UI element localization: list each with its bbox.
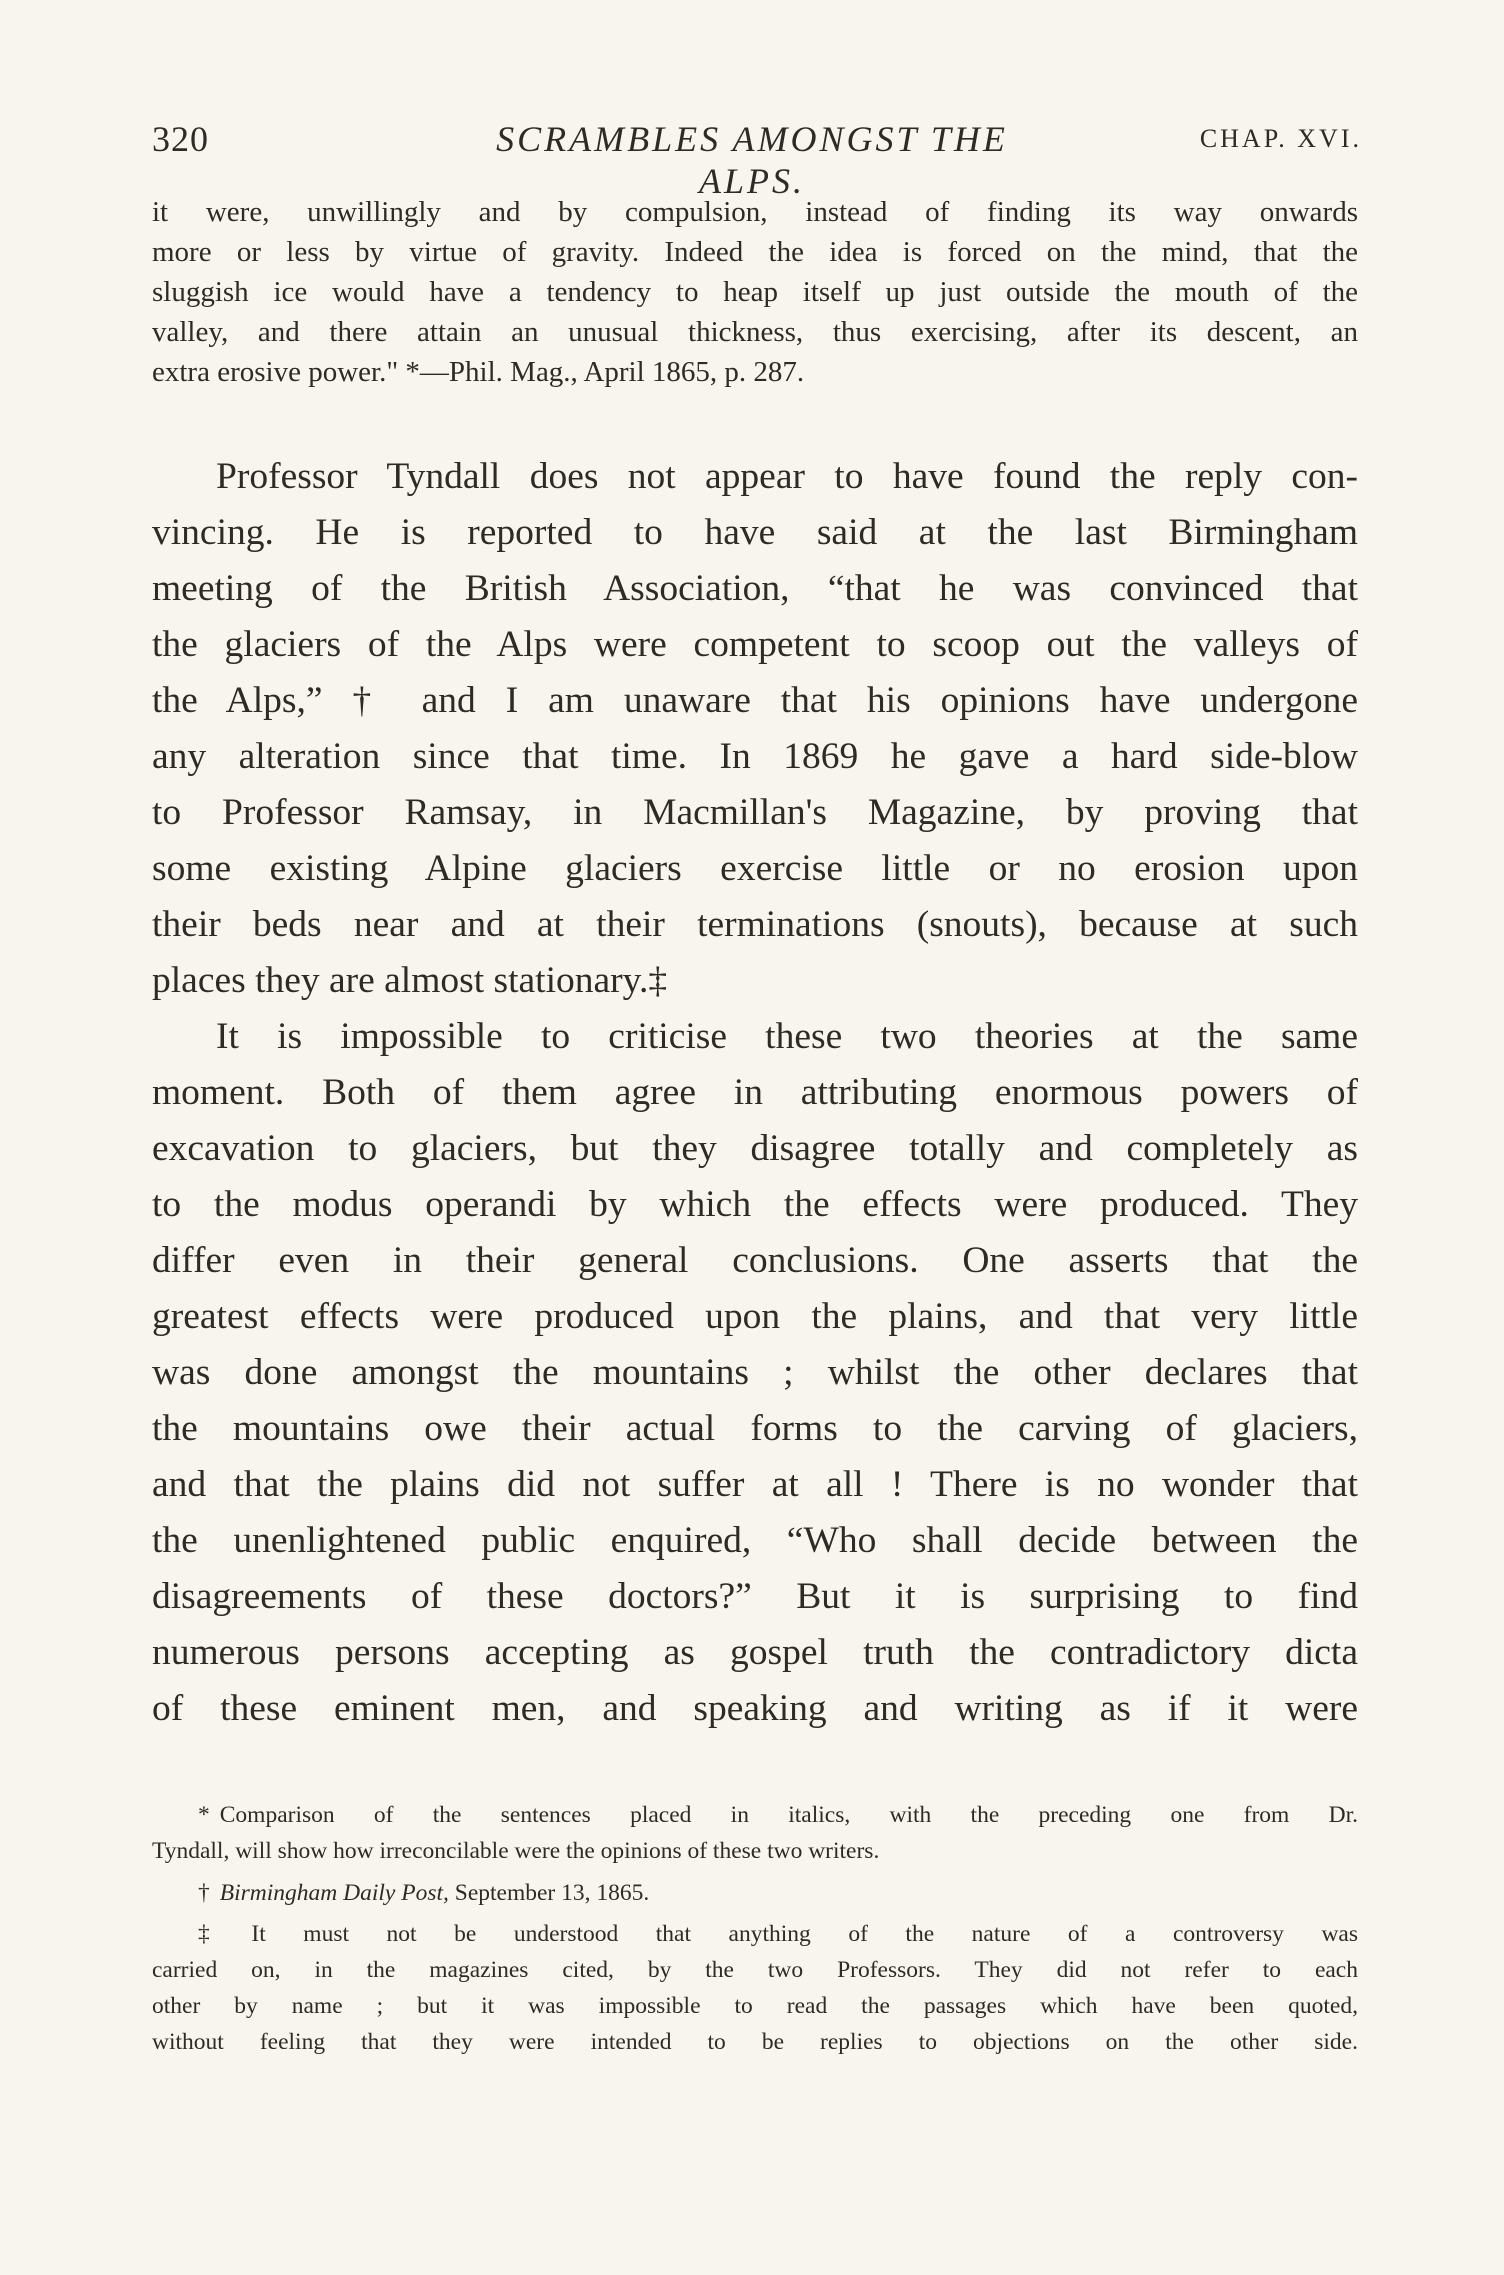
page-header (152, 118, 1362, 201)
body-line: any alteration since that time. In 1869 he gave a hard side-blow (152, 736, 1358, 777)
body-line: the Alps,” † and I am unaware that his opinions have undergone (152, 680, 1358, 721)
body-line: to Professor Ramsay, in Macmillan's Magazine, by proving that (152, 792, 1358, 833)
footnote-ddagger-line: without feeling that they were intended to be replies to objections on the other side. (152, 2029, 1358, 2055)
running-title: SCRAMBLES AMONGST THE ALPS. (496, 119, 1008, 201)
body-line: excavation to glaciers, but they disagree totally and completely as (152, 1128, 1358, 1169)
body-line: to the modus operandi by which the effects were produced. They (152, 1184, 1358, 1225)
body-line: It is impossible to criticise these two theories at the same (216, 1016, 1358, 1057)
body-line: the glaciers of the Alps were competent to scoop out the valleys of (152, 624, 1358, 665)
body-line: and that the plains did not suffer at all ! There is no wonder that (152, 1464, 1358, 1505)
footnote-marker-dagger: † (198, 1880, 210, 1906)
footnote-star-line: Tyndall, will show how irreconcilable were the opinions of these two writers. (152, 1838, 880, 1864)
footnote-marker-star: * (198, 1802, 210, 1828)
footnote-ddagger-line: other by name ; but it was impossible to read the passages which have been quoted, (152, 1993, 1358, 2019)
body-line: differ even in their general conclusions. One asserts that the (152, 1240, 1358, 1281)
body-line: disagreements of these doctors?” But it is surprising to find (152, 1576, 1358, 1617)
body-line: the unenlightened public enquired, “Who shall decide between the (152, 1520, 1358, 1561)
footnote-ddagger-line (198, 1921, 1358, 1948)
quote-line: valley, and there attain an unusual thickness, thus exercising, after its descent, an (152, 316, 1358, 348)
body-line: moment. Both of them agree in attributing enormous powers of (152, 1072, 1358, 1113)
footnote-star-line (198, 1802, 1358, 1829)
body-line: vincing. He is reported to have said at the last Birmingham (152, 512, 1358, 553)
quote-line: extra erosive power." *—Phil. Mag., April 1865, p. 287. (152, 356, 805, 388)
body-line: of these eminent men, and speaking and writing as if it were (152, 1688, 1358, 1729)
quote-line: it were, unwillingly and by compulsion, instead of finding its way onwards (152, 196, 1358, 228)
footnote-marker-ddagger: ‡ (198, 1921, 242, 1947)
body-line: meeting of the British Association, “that he was convinced that (152, 568, 1358, 609)
body-line: was done amongst the mountains ; whilst the other declares that (152, 1352, 1358, 1393)
footnote-text: It must not be understood that anything of the nature of a controversy was (251, 1921, 1359, 1947)
quote-line: more or less by virtue of gravity. Indeed the idea is forced on the mind, that the (152, 236, 1358, 268)
body-line: numerous persons accepting as gospel truth the contradictory dicta (152, 1632, 1358, 1673)
body-line: places they are almost stationary.‡ (152, 960, 668, 1001)
footnote-date: September 13, 1865. (454, 1880, 650, 1906)
page-number: 320 (152, 119, 209, 159)
chapter-label: CHAP. XVI. (1199, 124, 1362, 153)
footnote-text: Comparison of the sentences placed in italics, with the preceding one from Dr. (219, 1802, 1358, 1828)
footnote-ddagger-line: carried on, in the magazines cited, by the two Professors. They did not refer to each (152, 1957, 1358, 1983)
body-line: greatest effects were produced upon the plains, and that very little (152, 1296, 1358, 1337)
footnote-dagger (198, 1880, 1358, 1907)
body-line: some existing Alpine glaciers exercise little or no erosion upon (152, 848, 1358, 889)
footnote-source: Birmingham Daily Post, (219, 1880, 449, 1906)
body-line: the mountains owe their actual forms to the carving of glaciers, (152, 1408, 1358, 1449)
body-line: Professor Tyndall does not appear to have found the reply con- (216, 456, 1358, 497)
quote-line: sluggish ice would have a tendency to heap itself up just outside the mouth of the (152, 276, 1358, 308)
body-line: their beds near and at their terminations (snouts), because at such (152, 904, 1358, 945)
